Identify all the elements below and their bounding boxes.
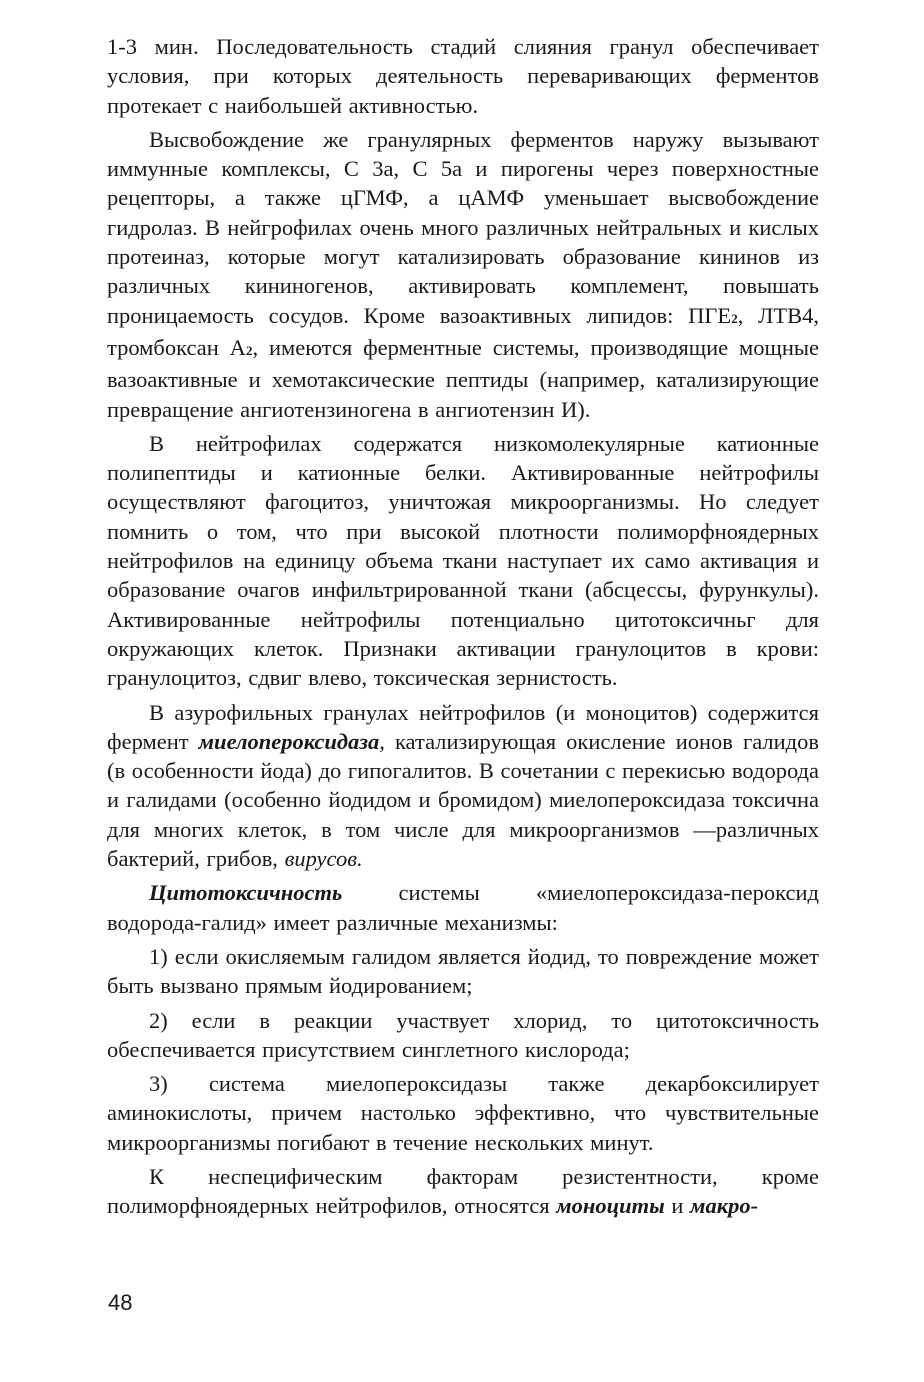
subscript-2b: 2 xyxy=(245,342,253,358)
conjunction-and: и xyxy=(664,1193,691,1219)
page-number: 48 xyxy=(108,1290,133,1315)
paragraph-3-text: В нейтрофилах содержатся низкомолекулярные катионные полипептиды и катионные белки. Активированные нейтрофилы осуществляют фагоцитоз, уничтожая микроорганизмы. Но следует помнить о том, что при высокой плотности полиморфноядерных нейтрофилов на единицу объема ткани наступает их само активация и образование очагов инфильтрированной ткани (абсцессы, фурункулы). Активированные нейтрофилы потенциально цитотоксичньг для окружающих клеток. Признаки активации гранулоцитов в крови: гранулоцитоз, сдвиг влево, токсическая зернистость. xyxy=(107,430,819,691)
list-item-2-text: 2) если в реакции участвует хлорид, то цитотоксичность обеспечивается присутствием синглетного кислорода; xyxy=(107,1007,819,1062)
term-macro: макро- xyxy=(690,1193,759,1219)
paragraph-9-text: К неспецифическим факторам резистентности, кроме полиморфноядерных нейтрофилов, относятся xyxy=(107,1163,819,1219)
page-body-text xyxy=(107,32,819,1226)
lipid-pge: ПГЕ xyxy=(688,302,732,328)
paragraph-3 xyxy=(107,429,819,693)
list-item-3 xyxy=(107,1069,819,1157)
paragraph-2 xyxy=(107,125,819,424)
paragraph-1 xyxy=(107,32,819,120)
paragraph-5-rest: системы «миелопероксидаза-пероксид водорода-галид» имеет различные механизмы: xyxy=(107,880,819,935)
list-item-1 xyxy=(107,942,819,1001)
term-cytotoxicity: Цитотоксичность xyxy=(149,880,343,906)
paragraph-2-rest: , имеются ферментные системы, производящие мощные вазоактивные и хемотаксические пептиды (например, катализирующие превращение ангиотензиногена в ангиотензин И). xyxy=(107,334,819,422)
subscript-2a: 2 xyxy=(731,310,738,326)
paragraph-9 xyxy=(107,1162,819,1221)
italic-viruses: вирусов. xyxy=(284,846,363,872)
paragraph-4-rest: , катализирующая окисление ионов галидов (в особенности йода) до гипогалитов. В сочетании с перекисью водорода и галидами (особенно йодидом и бромидом) миелопероксидаза токсична для многих клеток, в том числе для микроорганизмов —различных бактерий, грибов, xyxy=(107,728,819,872)
paragraph-5 xyxy=(107,878,819,937)
list-item-2 xyxy=(107,1006,819,1065)
term-monocytes: моноциты xyxy=(556,1193,665,1219)
paragraph-2-text: Высвобождение же гранулярных ферментов наружу вызывают иммунные комплексы, С 3а, С 5а и пирогены через поверхностные рецепторы, а также цГМФ, а цАМФ уменьшает высвобождение гидролаз. В нейгрофилах очень много различных нейтральных и кислых протеиназ, которые могут катализировать образование кининов из различных кининогенов, активировать комплемент, повышать проницаемость сосудов. Кроме вазоактивных липидов: xyxy=(107,126,819,328)
paragraph-4-text: В азурофильных гранулах нейтрофилов (и моноцитов) содержится фермент xyxy=(107,699,819,754)
lipid-ltb4-thromboxane: , ЛТВ4, тромбоксан А xyxy=(107,302,820,360)
list-item-3-text: 3) система миелопероксидазы также декарбоксилирует аминокислоты, причем настолько эффективно, что чувствительные микроорганизмы погибают в течение нескольких минут. xyxy=(107,1071,819,1155)
list-item-1-text: 1) если окисляемым галидом является йодид, то повреждение может быть вызвано прямым йодированием; xyxy=(107,943,819,999)
paragraph-1-text: 1-3 мин. Последовательность стадий слияния гранул обеспечивает условия, при которых деятельность переваривающих ферментов протекает с наибольшей активностью. xyxy=(107,34,819,118)
paragraph-4 xyxy=(107,698,819,874)
term-myeloperoxidase: миелопероксидаза xyxy=(198,728,380,754)
